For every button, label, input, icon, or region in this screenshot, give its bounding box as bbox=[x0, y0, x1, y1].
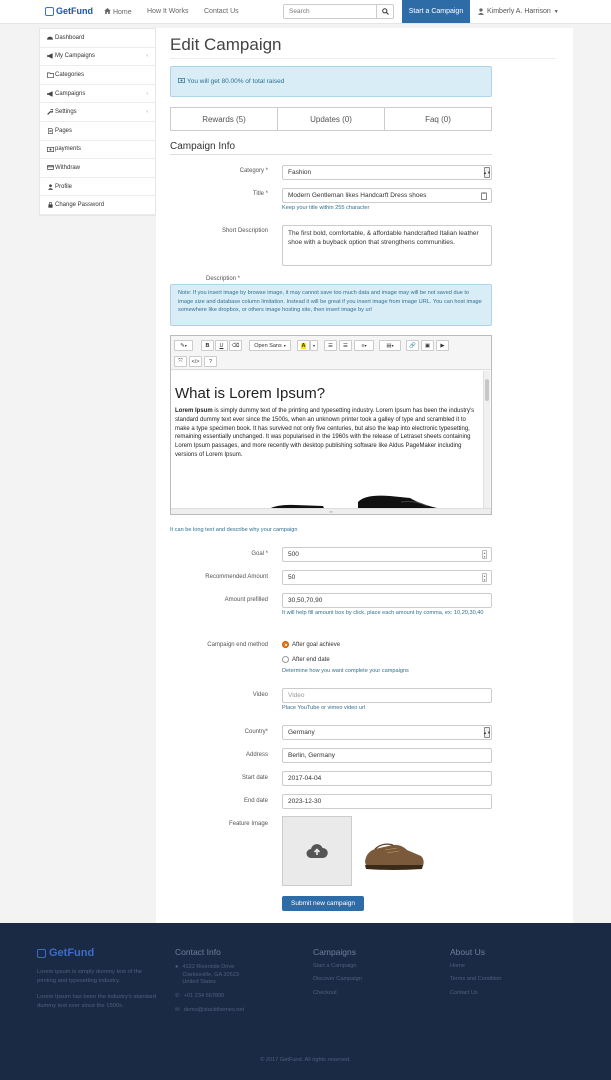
help-button[interactable] bbox=[204, 356, 217, 367]
caret-down-icon: ▾ bbox=[364, 343, 367, 348]
top-navbar bbox=[0, 0, 611, 24]
style-dropdown[interactable] bbox=[174, 340, 193, 351]
footer-link-home[interactable]: Home bbox=[450, 963, 465, 969]
tab-faq[interactable]: Faq (0) bbox=[425, 114, 451, 124]
sidebar-item-categories[interactable]: Categories bbox=[40, 66, 155, 85]
divider bbox=[170, 58, 556, 59]
number-spinner[interactable]: ▲ ▼ bbox=[483, 574, 486, 582]
recommended-amount-label: Recommended Amount bbox=[205, 574, 268, 580]
question-icon: ? bbox=[208, 358, 213, 365]
submit-campaign-button[interactable]: Submit new campaign bbox=[282, 896, 364, 911]
paragraph-dropdown[interactable] bbox=[354, 340, 374, 351]
select-arrow-icon: ▲▼ bbox=[484, 727, 490, 738]
clipboard-icon bbox=[481, 192, 487, 202]
logo-icon bbox=[45, 7, 54, 16]
start-date-label: Start date bbox=[241, 775, 268, 781]
sidebar-item-change-password[interactable]: Change Password bbox=[40, 196, 155, 215]
search-box bbox=[283, 4, 394, 19]
brand-logo[interactable] bbox=[45, 6, 93, 16]
magic-wand-icon: ✎ bbox=[180, 342, 185, 349]
title-input[interactable]: Modern Gentleman likes Handcarft Dress shoes bbox=[282, 188, 492, 203]
alert-text: You will get 80.00% of total raised bbox=[187, 78, 285, 85]
editor-resize-handle[interactable]: ═ bbox=[171, 508, 491, 514]
short-description-textarea[interactable]: The first bold, comfortable, & affordable handcrafted Italian leather shoe with a buyback option that strengthens communities. bbox=[282, 225, 492, 266]
chevron-left-icon: ‹ bbox=[146, 53, 148, 60]
goal-label: Goal * bbox=[251, 551, 268, 557]
eraser-icon: ⌫ bbox=[231, 342, 240, 349]
folder-icon bbox=[46, 72, 54, 78]
category-select[interactable]: Fashion ▲▼ bbox=[282, 165, 492, 180]
address-input[interactable]: Berlin, Germany bbox=[282, 748, 492, 763]
caret-down-icon: ▾ bbox=[184, 343, 187, 348]
dashboard-icon bbox=[46, 35, 54, 40]
divider bbox=[170, 154, 492, 155]
sidebar-item-dashboard[interactable]: Dashboard bbox=[40, 29, 155, 48]
tab-updates[interactable]: Updates (0) bbox=[278, 108, 385, 130]
footer-campaigns-heading: Campaigns bbox=[313, 947, 356, 957]
video-label: Video bbox=[252, 692, 268, 698]
font-color-icon: A bbox=[301, 342, 306, 349]
scrollbar-thumb[interactable] bbox=[485, 379, 489, 401]
credit-card-icon bbox=[46, 165, 54, 170]
footer-link-start-campaign[interactable]: Start a Campaign bbox=[313, 963, 357, 969]
footer-link-terms[interactable]: Terms and Condition bbox=[450, 976, 502, 982]
copyright: © 2017 GetFund. All rights reserved. bbox=[260, 1057, 351, 1063]
caret-down-icon: ▼ bbox=[553, 8, 559, 15]
link-icon: 🔗 bbox=[409, 342, 416, 349]
footer-address: ● 4122 Riverside Drive Clarkesville, GA 30523 United States bbox=[175, 964, 239, 985]
page-title: Edit Campaign bbox=[170, 35, 282, 54]
amount-prefilled-help: It will help fill amount box by click, place each amount by comma, ex: 10,20,30,40 bbox=[282, 610, 484, 616]
description-note: Note: If you insert image by browse image, it may cannot save too much data and image may will be not saved due to image size and database column limitation. Instead it will be great if you insert image from image URL. You can host image somewhere like dropbox, or others image hosting site, then insert image by url bbox=[170, 284, 492, 326]
search-icon bbox=[382, 8, 389, 15]
search-input[interactable] bbox=[284, 5, 376, 18]
address-label: Address bbox=[245, 752, 268, 758]
main-content bbox=[156, 28, 573, 923]
campaign-tabs bbox=[170, 107, 492, 131]
table-dropdown[interactable] bbox=[379, 340, 401, 351]
amount-prefilled-input[interactable]: 30,50,70,90 bbox=[282, 593, 492, 608]
sidebar-item-pages[interactable]: Pages bbox=[40, 122, 155, 141]
radio-after-end-date[interactable]: After end date bbox=[282, 656, 330, 663]
footer-email[interactable]: ✉ demo@stackthemes.net bbox=[175, 1007, 245, 1013]
lock-icon bbox=[46, 202, 54, 208]
country-label: Country* bbox=[244, 729, 268, 735]
end-date-label: End date bbox=[243, 798, 268, 804]
map-marker-icon: ● bbox=[175, 964, 179, 970]
eraser-button[interactable] bbox=[229, 340, 242, 351]
rich-text-editor bbox=[170, 335, 492, 515]
caret-down-icon: ▾ bbox=[283, 343, 286, 348]
title-label: Title * bbox=[252, 191, 268, 197]
sidebar-item-profile[interactable]: Profile bbox=[40, 178, 155, 197]
title-help: Keep your title within 255 character bbox=[282, 205, 370, 211]
video-help: Place YouTube or vimeo video url bbox=[282, 705, 366, 711]
recommended-amount-input[interactable]: 50 ▲ ▼ bbox=[282, 570, 492, 585]
footer-phone: ✆ +01 234 567890 bbox=[175, 993, 225, 999]
start-date-input[interactable]: 2017-04-04 bbox=[282, 771, 492, 786]
picture-icon: ▣ bbox=[424, 342, 431, 349]
video-button[interactable] bbox=[436, 340, 449, 351]
editor-scrollbar[interactable] bbox=[483, 371, 490, 509]
sidebar-item-my-campaigns[interactable]: My Campaigns ‹ bbox=[40, 48, 155, 67]
footer-logo[interactable]: GetFund bbox=[37, 947, 94, 959]
footer-about: Lorem ipsum is simply dummy text of the printing and typesetting industry. Lorem Ipsum has been the industry's standard dummy text ever since the 1500s. bbox=[37, 969, 157, 1009]
video-icon: ▶ bbox=[440, 342, 445, 349]
home-icon bbox=[104, 8, 111, 14]
footer bbox=[0, 923, 611, 1080]
radio-checked-icon bbox=[282, 641, 289, 648]
picture-button[interactable] bbox=[421, 340, 434, 351]
chevron-left-icon: ‹ bbox=[146, 90, 148, 97]
file-icon bbox=[46, 128, 54, 134]
number-spinner[interactable]: ▲ ▼ bbox=[483, 551, 486, 559]
unordered-list-button[interactable] bbox=[324, 340, 337, 351]
list-ul-icon: ☰ bbox=[328, 342, 333, 349]
category-label: Category * bbox=[239, 168, 268, 174]
list-ol-icon: ☰ bbox=[343, 342, 348, 349]
font-color-button[interactable] bbox=[297, 340, 310, 351]
tab-rewards[interactable]: Rewards (5) bbox=[171, 108, 278, 130]
feature-image-label: Feature Image bbox=[228, 821, 268, 827]
envelope-icon: ✉ bbox=[175, 1007, 180, 1013]
description-label: Description * bbox=[205, 276, 240, 282]
sidebar-item-campaigns[interactable]: Campaigns ‹ bbox=[40, 85, 155, 104]
wrench-icon bbox=[46, 109, 54, 115]
editor-heading: What is Lorem Ipsum? bbox=[175, 385, 326, 402]
cloud-upload-icon bbox=[306, 843, 328, 859]
table-icon: ▤ bbox=[386, 342, 392, 349]
link-button[interactable] bbox=[406, 340, 419, 351]
footer-link-contact[interactable]: Contact Us bbox=[450, 990, 478, 996]
bold-button[interactable]: B bbox=[201, 340, 214, 351]
bullhorn-icon bbox=[46, 53, 54, 59]
user-menu[interactable] bbox=[478, 8, 559, 15]
feature-image-thumbnail bbox=[363, 838, 425, 872]
end-date-input[interactable]: 2023-12-30 bbox=[282, 794, 492, 809]
image-upload-box[interactable] bbox=[282, 816, 352, 886]
search-button[interactable] bbox=[376, 5, 393, 18]
amount-prefilled-label: Amount prefilled bbox=[224, 597, 268, 603]
footer-about-heading: About Us bbox=[450, 947, 485, 957]
brand-name: GetFund bbox=[56, 6, 93, 16]
sidebar-item-payments[interactable]: payments bbox=[40, 141, 155, 160]
user-icon bbox=[478, 8, 484, 15]
money-icon bbox=[178, 78, 185, 85]
fullscreen-icon: ⤧ bbox=[178, 358, 183, 364]
radio-after-goal[interactable]: After goal achieve bbox=[282, 641, 340, 648]
nav-contact-us[interactable]: Contact Us bbox=[204, 8, 239, 15]
chevron-left-icon: ‹ bbox=[146, 109, 148, 116]
short-description-label: Short Description bbox=[221, 228, 268, 234]
select-arrow-icon: ▲▼ bbox=[484, 167, 490, 178]
user-name: Kimberly A. Harrison bbox=[487, 8, 551, 15]
info-alert bbox=[170, 66, 492, 97]
section-title: Campaign Info bbox=[170, 141, 236, 152]
fullscreen-button[interactable] bbox=[174, 356, 187, 367]
start-campaign-button[interactable]: Start a Campaign bbox=[402, 0, 470, 23]
description-help: It can be long text and describe why your campaign bbox=[170, 527, 298, 533]
nav-home[interactable]: Home bbox=[104, 8, 132, 16]
align-left-icon: ≡ bbox=[361, 342, 365, 349]
footer-link-discover[interactable]: Discover Campaign bbox=[313, 976, 362, 982]
sidebar-item-withdraw[interactable]: Withdraw bbox=[40, 159, 155, 178]
caret-down-icon: ▾ bbox=[312, 343, 315, 348]
goal-input[interactable]: 500 ▲ ▼ bbox=[282, 547, 492, 562]
editor-paragraph: Lorem Ipsum is simply dummy text of the printing and typesetting industry. Lorem Ipsum has been the industry's standard dummy text ever since the 1500s, when an unknown printer took a galley of type and scrambled it to make a type specimen book. It has survived not only five centuries, but also the leap into electronic typesetting, remaining essentially unchanged. It was popularised in the 1960s with the release of Letraset sheets containing Lorem Ipsum passages, and more recently with desktop publishing software like Aldus PageMaker including versions of Lorem Ipsum. bbox=[175, 408, 475, 458]
user-icon bbox=[46, 184, 54, 190]
radio-unchecked-icon bbox=[282, 656, 289, 663]
nav-how-it-works[interactable]: How It Works bbox=[147, 8, 189, 15]
money-icon bbox=[46, 147, 54, 152]
editor-toolbar bbox=[171, 336, 491, 370]
sidebar bbox=[39, 28, 156, 216]
editor-content[interactable] bbox=[171, 371, 484, 509]
caret-down-icon: ▾ bbox=[391, 343, 394, 348]
bullhorn-icon bbox=[46, 91, 54, 97]
underline-button[interactable]: U bbox=[215, 340, 228, 351]
shoe-image bbox=[175, 490, 475, 509]
font-family-dropdown[interactable]: Open Sans ▾ bbox=[249, 340, 291, 351]
end-method-label: Campaign end method bbox=[207, 642, 268, 648]
ordered-list-button[interactable] bbox=[339, 340, 352, 351]
footer-contact-heading: Contact Info bbox=[175, 947, 221, 957]
sidebar-item-settings[interactable]: Settings ‹ bbox=[40, 103, 155, 122]
font-color-dropdown[interactable] bbox=[310, 340, 318, 351]
end-method-help: Determine how you want complete your campaigns bbox=[282, 668, 409, 674]
logo-icon bbox=[37, 949, 46, 958]
footer-link-checkout[interactable]: Checkout bbox=[313, 990, 337, 996]
video-input[interactable]: Video bbox=[282, 688, 492, 703]
code-icon: </> bbox=[191, 358, 200, 365]
country-select[interactable]: Germany ▲▼ bbox=[282, 725, 492, 740]
phone-icon: ✆ bbox=[175, 993, 180, 999]
code-view-button[interactable] bbox=[189, 356, 202, 367]
